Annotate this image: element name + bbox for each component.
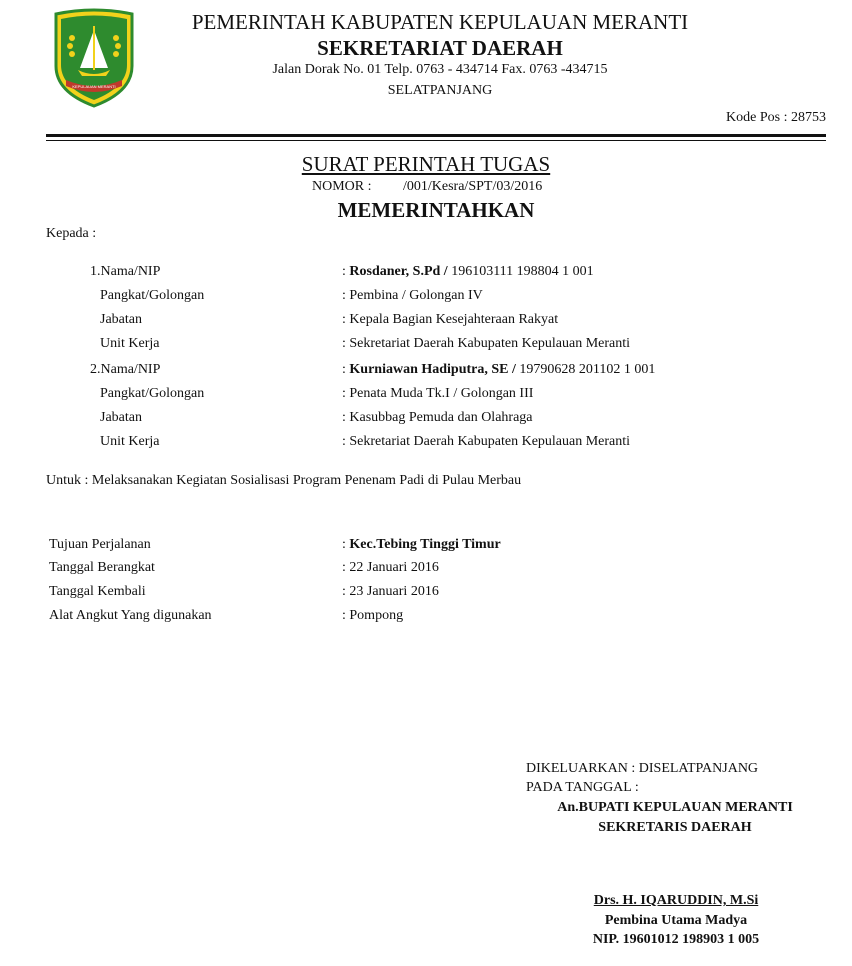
transport-label: Alat Angkut Yang digunakan — [49, 608, 212, 623]
return-value: 23 Januari 2016 — [349, 584, 439, 599]
recipient-label: Kepada : — [46, 226, 97, 241]
person-name: Kurniawan Hadiputra, SE — [349, 362, 509, 377]
issued-at: DIKELUARKAN : DISELATPANJANG — [526, 761, 759, 776]
destination-value: Kec.Tebing Tinggi Timur — [349, 537, 501, 552]
header-divider-thick — [46, 134, 826, 137]
header-government-name: PEMERINTAH KABUPATEN KEPULAUAN MERANTI — [191, 10, 689, 34]
header-divider-thin — [46, 140, 826, 141]
regency-emblem-logo — [50, 8, 138, 108]
header-address: Jalan Dorak No. 01 Telp. 0763 - 434714 Fax. 0763 -434715 — [272, 62, 608, 77]
purpose-text: Untuk : Melaksanakan Kegiatan Sosialisasi Program Penenam Padi di Pulau Merbau — [46, 473, 522, 488]
signatory-nip: NIP. 19601012 198903 1 005 — [592, 932, 760, 947]
position-label: Jabatan — [100, 410, 142, 425]
command-heading: MEMERINTAHKAN — [337, 198, 535, 222]
letter-title: SURAT PERINTAH TUGAS — [301, 152, 551, 176]
unit-value: Sekretariat Daerah Kabupaten Kepulauan Meranti — [349, 336, 631, 351]
position-value: Kasubbag Pemuda dan Olahraga — [349, 410, 533, 425]
issued-date-label: PADA TANGGAL : — [526, 780, 639, 795]
transport-value: Pompong — [349, 608, 404, 623]
return-label: Tanggal Kembali — [49, 584, 146, 599]
departure-label: Tanggal Berangkat — [49, 560, 155, 575]
signatory-name: Drs. H. IQARUDDIN, M.Si — [593, 893, 759, 908]
position-label: Jabatan — [100, 312, 142, 327]
person-nip: 196103111 198804 1 001 — [451, 264, 594, 279]
rank-label: Pangkat/Golongan — [100, 386, 205, 401]
person-name: Rosdaner, S.Pd — [349, 264, 441, 279]
unit-value: Sekretariat Daerah Kabupaten Kepulauan Meranti — [349, 434, 631, 449]
rank-value: Pembina / Golongan IV — [349, 288, 483, 303]
header-secretariat: SEKRETARIAT DAERAH — [317, 36, 563, 60]
unit-label: Unit Kerja — [100, 336, 160, 351]
destination-label: Tujuan Perjalanan — [49, 537, 151, 552]
rank-value: Penata Muda Tk.I / Golongan III — [349, 386, 534, 401]
rank-label: Pangkat/Golongan — [100, 288, 205, 303]
departure-value: 22 Januari 2016 — [349, 560, 439, 575]
unit-label: Unit Kerja — [100, 434, 160, 449]
letter-number-label: NOMOR : — [312, 179, 372, 194]
signatory-office: SEKRETARIS DAERAH — [598, 820, 752, 835]
header-city: SELATPANJANG — [387, 83, 493, 98]
signatory-on-behalf: An.BUPATI KEPULAUAN MERANTI — [557, 800, 793, 815]
postal-code: Kode Pos : 28753 — [726, 110, 826, 125]
name-nip-label: 2.Nama/NIP — [90, 362, 161, 377]
name-nip-label: 1.Nama/NIP — [90, 264, 161, 279]
position-value: Kepala Bagian Kesejahteraan Rakyat — [349, 312, 559, 327]
letter-number-value: /001/Kesra/SPT/03/2016 — [403, 179, 543, 194]
person-nip: 19790628 201102 1 001 — [519, 362, 656, 377]
signatory-rank: Pembina Utama Madya — [604, 913, 748, 928]
logo-banner-text: KEPULAUAN MERANTI — [72, 84, 116, 89]
